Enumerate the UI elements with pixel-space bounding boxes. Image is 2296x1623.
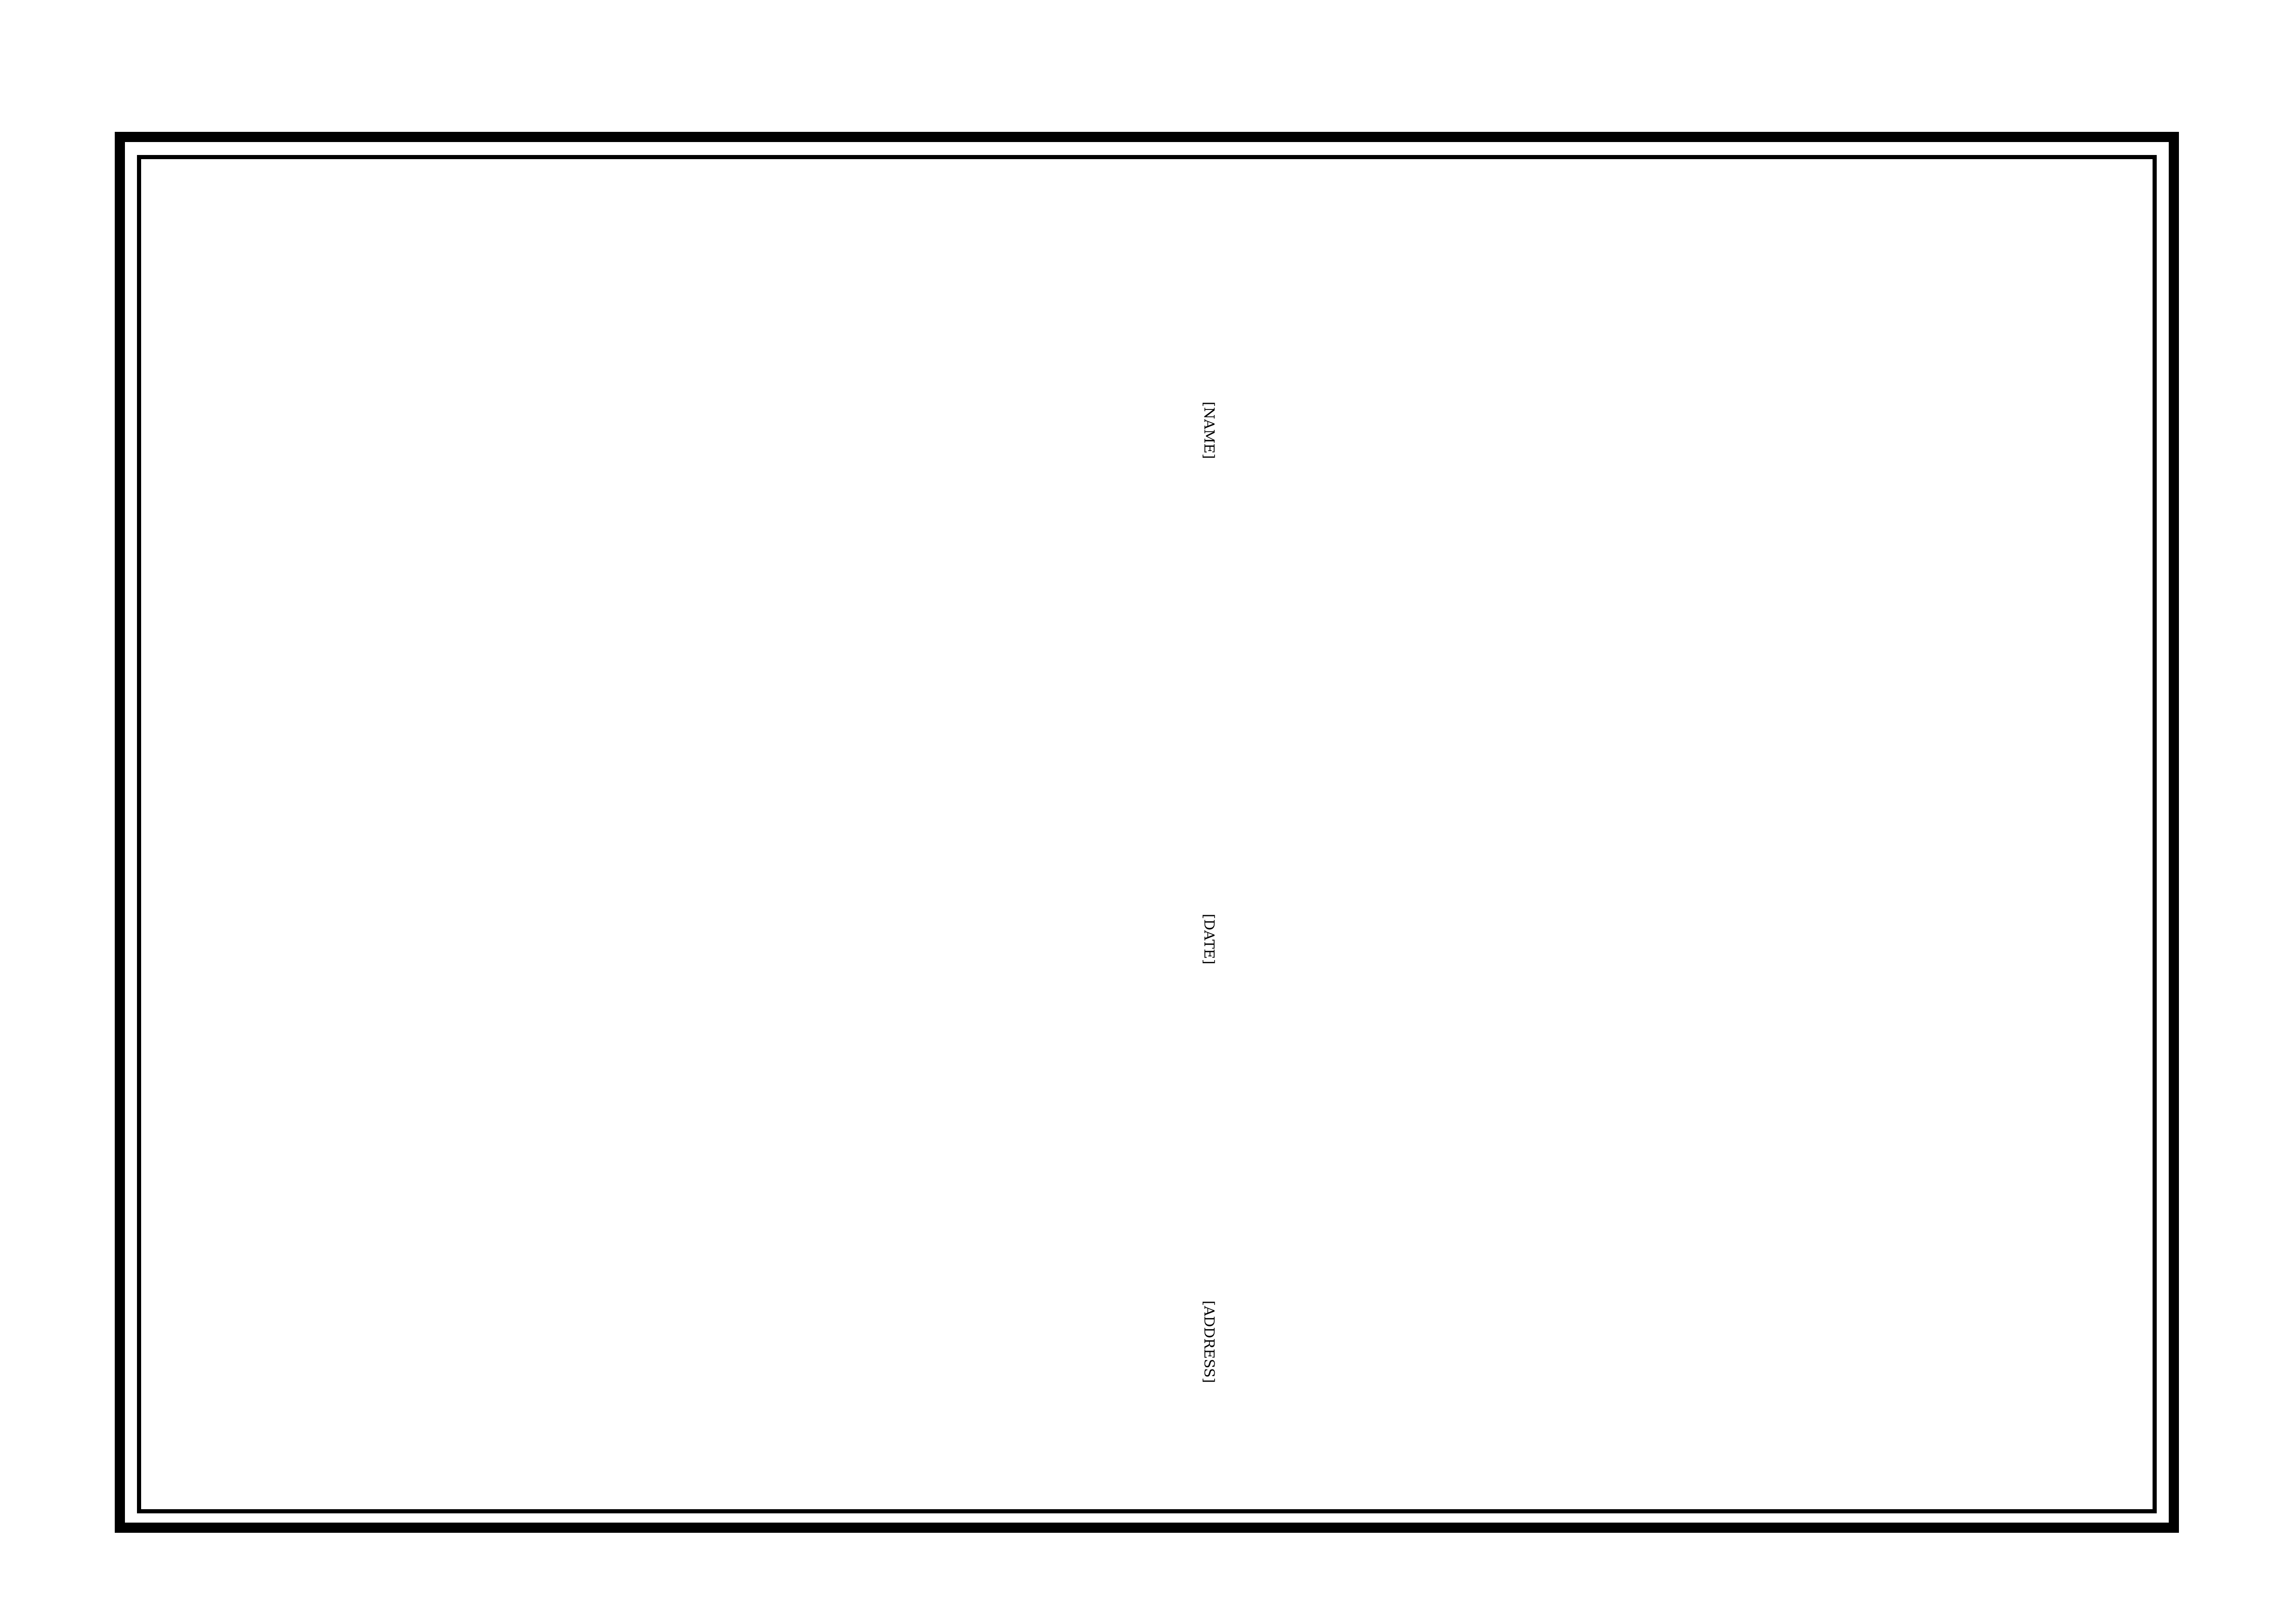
placeholder-block-address <box>1083 1203 1217 1481</box>
placeholder-name: [NAME] <box>1201 402 1217 459</box>
placeholder-block-name <box>1083 176 1217 685</box>
placeholder-block-date <box>1083 685 1217 1194</box>
placeholder-date: [DATE] <box>1201 914 1217 965</box>
placeholder-address: [ADDRESS] <box>1201 1300 1217 1383</box>
